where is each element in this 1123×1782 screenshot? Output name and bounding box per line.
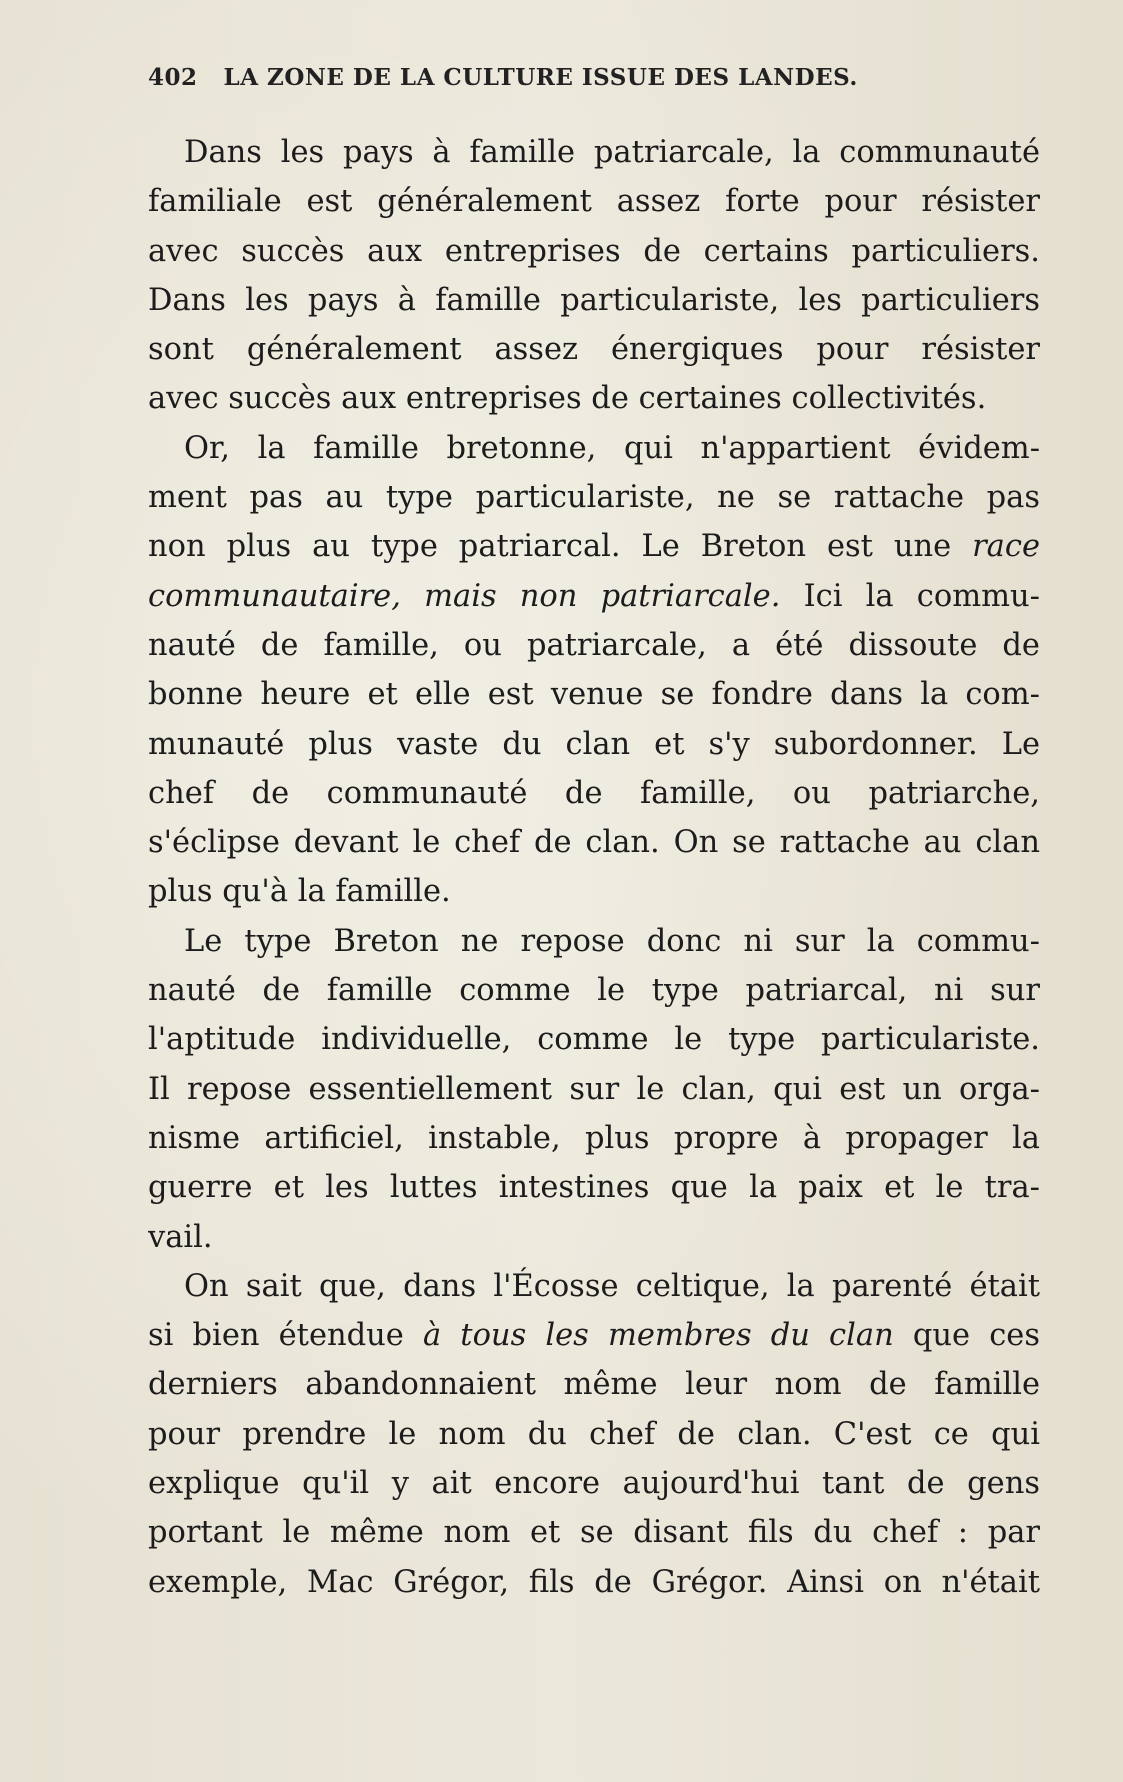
text-line: nisme artificiel, instable, plus propre à propager la: [148, 1120, 1040, 1156]
text-line: nauté de famille, ou patriarcale, a été dissoute de: [148, 627, 1040, 663]
text-line: vail.: [148, 1219, 213, 1255]
text-line: portant le même nom et se disant fils du chef : par: [148, 1515, 1040, 1551]
text-line: Dans les pays à famille patriarcale, la communauté: [184, 135, 1040, 170]
running-title: LA ZONE DE LA CULTURE ISSUE DES LANDES.: [223, 64, 858, 91]
text-line: plus qu'à la famille.: [148, 874, 451, 910]
paragraph: [148, 424, 1040, 917]
text-line: pour prendre le nom du chef de clan. C'est ce qui: [148, 1416, 1040, 1452]
text-line: On sait que, dans l'Écosse celtique, la parenté était: [184, 1268, 1040, 1304]
text-line: [148, 522, 1040, 571]
text-line: guerre et les luttes intestines que la paix et le tra-: [148, 1170, 1040, 1206]
text-line: derniers abandonnaient même leur nom de famille: [148, 1367, 1040, 1403]
text-line: Le type Breton ne repose donc ni sur la commu-: [184, 923, 1040, 959]
paragraph: [148, 1262, 1040, 1607]
page-number: 402: [148, 64, 198, 91]
text-line: bonne heure et elle est venue se fondre dans la com-: [148, 677, 1040, 713]
text-line: exemple, Mac Grégor, fils de Grégor. Ainsi on n'était: [148, 1564, 1040, 1600]
text-line: explique qu'il y ait encore aujourd'hui tant de gens: [148, 1466, 1040, 1502]
text-line: munauté plus vaste du clan et s'y subordonner. Le: [148, 726, 1040, 762]
text-line: Il repose essentiellement sur le clan, qui est un orga-: [148, 1071, 1040, 1107]
paragraph: [148, 917, 1040, 1262]
italic-run: race: [972, 529, 1040, 565]
text-line: s'éclipse devant le chef de clan. On se rattache au clan: [148, 825, 1040, 861]
text-run: que ces: [912, 1318, 1040, 1354]
text-line: avec succès aux entreprises de certains particuliers.: [148, 233, 1040, 269]
text-line: l'aptitude individuelle, comme le type particulariste.: [148, 1022, 1040, 1058]
text-line: Dans les pays à famille particulariste, les particuliers: [148, 282, 1040, 318]
text-run: si bien étendue: [148, 1318, 404, 1354]
text-run: Ici la commu-: [803, 578, 1040, 614]
text-run: non plus au type patriarcal. Le Breton est une: [148, 529, 952, 565]
italic-run: communautaire, mais non patriarcale.: [148, 578, 781, 614]
text-line: nauté de famille comme le type patriarcal, ni sur: [148, 973, 1040, 1009]
body-text: [148, 128, 1040, 1607]
text-line: Or, la famille bretonne, qui n'appartient évidem-: [184, 430, 1040, 466]
running-header: [148, 64, 958, 91]
text-line: sont généralement assez énergiques pour résister: [148, 332, 1040, 368]
text-line: avec succès aux entreprises de certaines collectivités.: [148, 381, 987, 417]
text-line: chef de communauté de famille, ou patriarche,: [148, 775, 1040, 811]
text-line: familiale est généralement assez forte pour résister: [148, 184, 1040, 220]
text-line: [148, 572, 1040, 621]
paragraph: [148, 128, 1040, 424]
text-line: [148, 1311, 1040, 1360]
text-line: ment pas au type particulariste, ne se rattache pas: [148, 480, 1040, 516]
italic-run: à tous les membres du clan: [423, 1318, 894, 1354]
